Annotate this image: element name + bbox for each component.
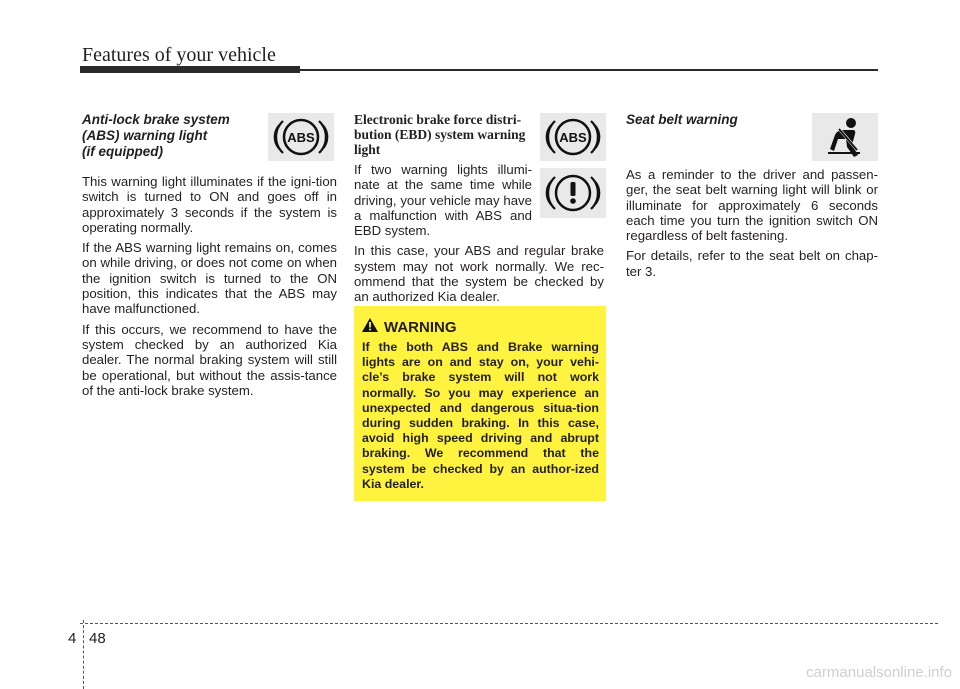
abs-title-line: (if equipped): [82, 144, 163, 159]
ebd-section-title: [354, 112, 532, 157]
seatbelt-paragraph: For details, refer to the seat belt on chap-ter 3.: [626, 248, 878, 279]
ebd-title-line: Electronic brake force distri-: [354, 112, 522, 127]
warning-triangle-icon: [362, 318, 378, 336]
abs-paragraph: If this occurs, we recommend to have the system checked by an authorized Kia dealer. The normal braking system will still be operational, but without the assis-tance of the anti-lock brake system.: [82, 321, 337, 398]
abs-title-line: (ABS) warning light: [82, 128, 208, 143]
abs-title-line: Anti-lock brake system: [82, 112, 230, 127]
page-number: 48: [89, 630, 106, 647]
warning-text: If the both ABS and Brake warning lights are on and stay on, your vehi-cle’s brake system will not work normally. So you may experience an unexpected and dangerous situa-tion during sudden braking. In this case, avoid high speed driving and abrupt braking. We recommend that the system be checked by an author-ized Kia dealer.: [362, 340, 599, 491]
footer-divider: [83, 620, 84, 689]
header-rule-thick: [80, 66, 300, 73]
seat-belt-icon: [812, 113, 878, 161]
ebd-paragraph: In this case, your ABS and regular brake system may not work normally. We rec-ommend that the system be checked by an authorized Kia dealer.: [354, 243, 604, 305]
abs-warning-icon: [540, 113, 606, 161]
warning-heading-text: WARNING: [384, 318, 457, 336]
ebd-title-line: light: [354, 142, 381, 157]
abs-warning-icon: [268, 113, 334, 161]
brake-warning-icon: [540, 168, 606, 218]
chapter-number: 4: [68, 630, 77, 647]
seatbelt-paragraph: As a reminder to the driver and passen-ger, the seat belt warning light will blink or illuminate for approximately 6 seconds each time you turn the ignition switch ON regardless of belt fastening.: [626, 167, 878, 244]
ebd-paragraph: If two warning lights illumi-nate at the same time while driving, your vehicle may have a malfunction with ABS and EBD system.: [354, 162, 532, 239]
warning-box: [354, 306, 606, 501]
header-rule-thin: [300, 69, 878, 71]
abs-section-title: [82, 112, 262, 160]
watermark: carmanualsonline.info: [806, 664, 952, 681]
ebd-title-line: bution (EBD) system warning: [354, 127, 526, 142]
abs-paragraph: This warning light illuminates if the igni-tion switch is turned to ON and goes off in approximately 3 seconds if the system is operating normally.: [82, 174, 337, 235]
abs-paragraph: If the ABS warning light remains on, comes on while driving, or does not come on when the ignition switch is turned to the ON position, this indicates that the ABS may have malfunctioned.: [82, 240, 337, 317]
svg-text:ABS: ABS: [559, 130, 587, 145]
svg-text:ABS: ABS: [287, 130, 315, 145]
seatbelt-section-title: Seat belt warning: [626, 112, 738, 127]
footer-rule: [80, 623, 938, 624]
warning-heading: [362, 318, 599, 336]
page-header-title: Features of your vehicle: [82, 44, 276, 66]
